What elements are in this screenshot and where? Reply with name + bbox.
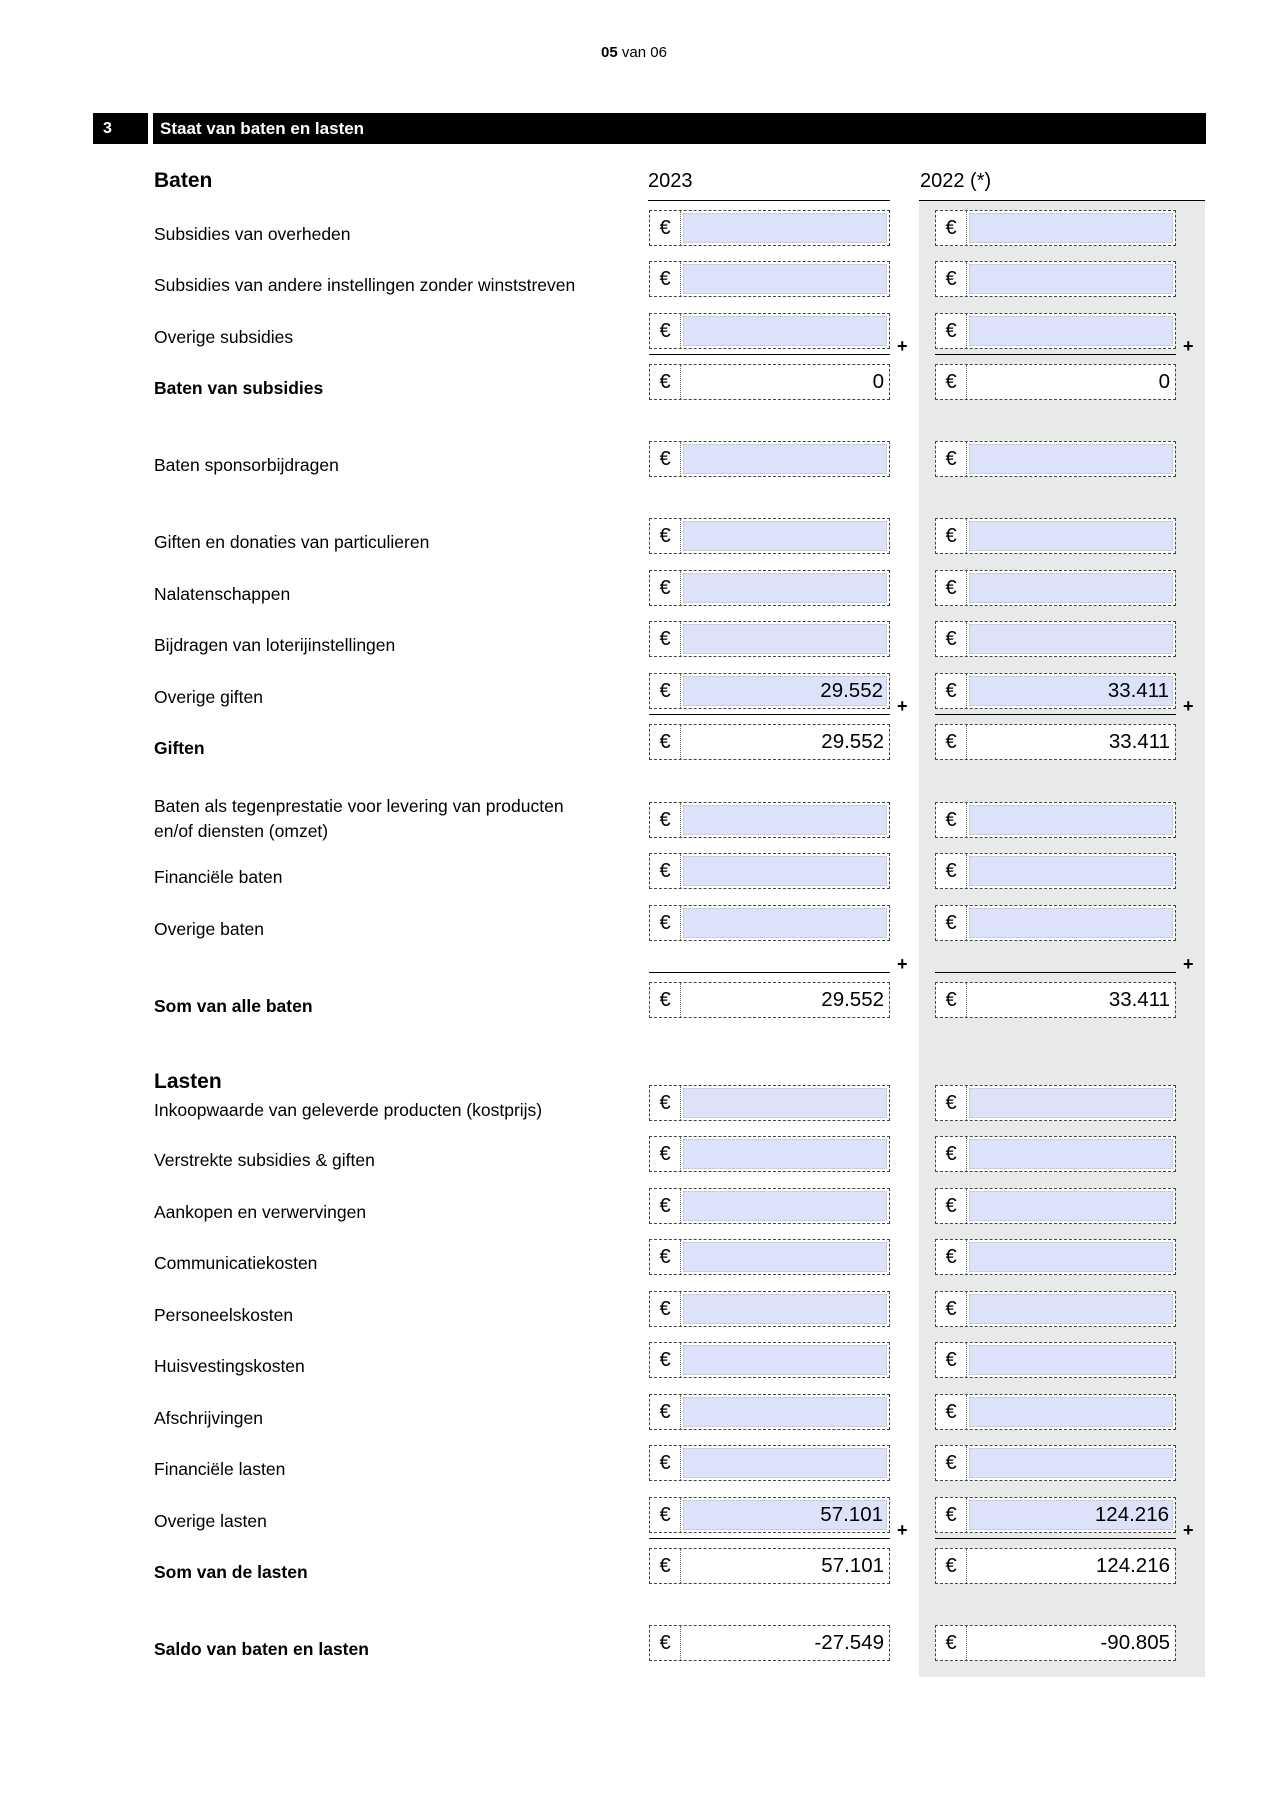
- sum-line-lasten-2022: [935, 1538, 1176, 1539]
- euro-sign: €: [650, 1137, 681, 1171]
- euro-sign: €: [650, 314, 681, 348]
- input-loterij-2023[interactable]: [649, 621, 890, 657]
- euro-sign: €: [936, 571, 967, 605]
- value: 57.101: [683, 1500, 887, 1530]
- value: [969, 1088, 1173, 1118]
- input-huisvesting-2022[interactable]: [935, 1342, 1176, 1378]
- value: [683, 213, 887, 243]
- label-verstrekte: Verstrekte subsidies & giften: [154, 1150, 375, 1170]
- euro-sign: €: [650, 365, 681, 399]
- input-overige-subsidies-2022[interactable]: [935, 313, 1176, 349]
- euro-sign: €: [650, 983, 681, 1017]
- page-total: 06: [650, 44, 667, 61]
- input-subsidies-andere-2022[interactable]: [935, 261, 1176, 297]
- value: [683, 1448, 887, 1478]
- input-inkoopwaarde-2023[interactable]: [649, 1085, 890, 1121]
- label-sponsorbijdragen: Baten sponsorbijdragen: [154, 455, 339, 475]
- euro-sign: €: [650, 1292, 681, 1326]
- euro-sign: €: [650, 442, 681, 476]
- euro-sign: €: [936, 1240, 967, 1274]
- plus-sign: +: [1183, 954, 1194, 974]
- value: [969, 1191, 1173, 1221]
- value: [683, 805, 887, 835]
- total-baten-subsidies-2022: [935, 364, 1176, 400]
- value: 0: [683, 367, 887, 397]
- value: [683, 1191, 887, 1221]
- value: [969, 805, 1173, 835]
- value: [683, 1088, 887, 1118]
- label-financiele-baten: Financiële baten: [154, 867, 283, 887]
- plus-sign: +: [897, 954, 908, 974]
- euro-sign: €: [650, 1343, 681, 1377]
- label-som-lasten: Som van de lasten: [154, 1562, 308, 1582]
- header-underline-2023: [648, 200, 890, 201]
- label-overige-subsidies: Overige subsidies: [154, 327, 294, 347]
- label-inkoopwaarde: Inkoopwaarde van geleverde producten (kostprijs): [154, 1100, 543, 1120]
- input-loterij-2022[interactable]: [935, 621, 1176, 657]
- euro-sign: €: [936, 674, 967, 708]
- input-communicatie-2022[interactable]: [935, 1239, 1176, 1275]
- value: [683, 624, 887, 654]
- label-overige-lasten: Overige lasten: [154, 1511, 267, 1531]
- input-overige-baten-2022[interactable]: [935, 905, 1176, 941]
- euro-sign: €: [650, 1189, 681, 1223]
- value: [969, 1448, 1173, 1478]
- lasten-heading: Lasten: [154, 1070, 222, 1093]
- input-giften-particulieren-2022[interactable]: [935, 518, 1176, 554]
- euro-sign: €: [936, 211, 967, 245]
- sum-line-baten-2022: [935, 972, 1176, 973]
- label-personeel: Personeelskosten: [154, 1305, 294, 1325]
- value: [683, 1139, 887, 1169]
- label-nalatenschappen: Nalatenschappen: [154, 584, 291, 604]
- label-aankopen: Aankopen en verwervingen: [154, 1202, 367, 1222]
- input-subsidies-overheden-2022[interactable]: [935, 210, 1176, 246]
- value: 29.552: [683, 676, 887, 706]
- value: 124.216: [969, 1500, 1173, 1530]
- euro-sign: €: [650, 803, 681, 837]
- label-loterij: Bijdragen van loterijinstellingen: [154, 635, 396, 655]
- value: [969, 213, 1173, 243]
- total-baten-subsidies-2023: [649, 364, 890, 400]
- euro-sign: €: [650, 674, 681, 708]
- euro-sign: €: [650, 906, 681, 940]
- euro-sign: €: [650, 854, 681, 888]
- value: [683, 1345, 887, 1375]
- input-inkoopwaarde-2022[interactable]: [935, 1085, 1176, 1121]
- euro-sign: €: [650, 622, 681, 656]
- euro-sign: €: [936, 854, 967, 888]
- euro-sign: €: [936, 1498, 967, 1532]
- euro-sign: €: [936, 1137, 967, 1171]
- input-aankopen-2022[interactable]: [935, 1188, 1176, 1224]
- column-header-2023: 2023: [648, 170, 693, 192]
- input-communicatie-2023[interactable]: [649, 1239, 890, 1275]
- value: 33.411: [969, 676, 1173, 706]
- input-aankopen-2023[interactable]: [649, 1188, 890, 1224]
- euro-sign: €: [650, 262, 681, 296]
- label-financiele-lasten: Financiële lasten: [154, 1459, 286, 1479]
- euro-sign: €: [936, 262, 967, 296]
- value: -90.805: [969, 1628, 1173, 1658]
- euro-sign: €: [936, 1549, 967, 1583]
- value: [683, 856, 887, 886]
- value: 29.552: [683, 727, 887, 757]
- input-overige-lasten-2023[interactable]: [649, 1497, 890, 1533]
- label-subsidies-overheden: Subsidies van overheden: [154, 224, 351, 244]
- label-afschrijvingen: Afschrijvingen: [154, 1408, 263, 1428]
- value: -27.549: [683, 1628, 887, 1658]
- euro-sign: €: [936, 365, 967, 399]
- value: 33.411: [969, 985, 1173, 1015]
- value: [969, 264, 1173, 294]
- input-subsidies-andere-2023[interactable]: [649, 261, 890, 297]
- input-overige-subsidies-2023[interactable]: [649, 313, 890, 349]
- input-overige-lasten-2022[interactable]: [935, 1497, 1176, 1533]
- input-nalatenschappen-2023[interactable]: [649, 570, 890, 606]
- input-personeel-2023[interactable]: [649, 1291, 890, 1327]
- value: [969, 1139, 1173, 1169]
- euro-sign: €: [936, 622, 967, 656]
- plus-sign: +: [897, 1520, 908, 1540]
- value: [969, 1242, 1173, 1272]
- euro-sign: €: [936, 1626, 967, 1660]
- sum-line-lasten-2023: [649, 1538, 890, 1539]
- value: [683, 573, 887, 603]
- value: [683, 444, 887, 474]
- euro-sign: €: [936, 1343, 967, 1377]
- value: [969, 908, 1173, 938]
- input-personeel-2022[interactable]: [935, 1291, 1176, 1327]
- page-separator: van: [621, 44, 647, 61]
- input-afschrijvingen-2022[interactable]: [935, 1394, 1176, 1430]
- euro-sign: €: [936, 1292, 967, 1326]
- value: 0: [969, 367, 1173, 397]
- baten-heading: Baten: [154, 169, 213, 192]
- value: [969, 1345, 1173, 1375]
- value: [969, 316, 1173, 346]
- total-giften-2022: [935, 724, 1176, 760]
- label-baten-subsidies: Baten van subsidies: [154, 378, 324, 398]
- input-huisvesting-2023[interactable]: [649, 1342, 890, 1378]
- input-omzet-2022[interactable]: [935, 802, 1176, 838]
- input-giften-particulieren-2023[interactable]: [649, 518, 890, 554]
- column-header-2022: 2022 (*): [920, 170, 992, 192]
- sum-line-giften-2022: [935, 714, 1176, 715]
- euro-sign: €: [650, 725, 681, 759]
- input-afschrijvingen-2023[interactable]: [649, 1394, 890, 1430]
- value: [683, 908, 887, 938]
- label-omzet-line2: en/of diensten (omzet): [154, 821, 329, 841]
- value: [683, 316, 887, 346]
- euro-sign: €: [650, 1240, 681, 1274]
- value: [969, 1397, 1173, 1427]
- label-saldo: Saldo van baten en lasten: [154, 1639, 369, 1659]
- input-financiele-baten-2023[interactable]: [649, 853, 890, 889]
- euro-sign: €: [936, 1395, 967, 1429]
- euro-sign: €: [936, 519, 967, 553]
- input-nalatenschappen-2022[interactable]: [935, 570, 1176, 606]
- euro-sign: €: [936, 803, 967, 837]
- label-som-baten: Som van alle baten: [154, 996, 313, 1016]
- euro-sign: €: [650, 1626, 681, 1660]
- value: [969, 1294, 1173, 1324]
- value: [683, 264, 887, 294]
- input-verstrekte-2023[interactable]: [649, 1136, 890, 1172]
- euro-sign: €: [936, 1189, 967, 1223]
- input-overige-giften-2022[interactable]: [935, 673, 1176, 709]
- euro-sign: €: [936, 442, 967, 476]
- euro-sign: €: [650, 519, 681, 553]
- page-number: [0, 44, 1268, 61]
- value: 33.411: [969, 727, 1173, 757]
- euro-sign: €: [650, 211, 681, 245]
- input-financiele-lasten-2022[interactable]: [935, 1445, 1176, 1481]
- euro-sign: €: [936, 906, 967, 940]
- label-omzet-line1: Baten als tegenprestatie voor levering van producten: [154, 796, 564, 816]
- label-subsidies-andere: Subsidies van andere instellingen zonder winststreven: [154, 275, 576, 295]
- euro-sign: €: [936, 725, 967, 759]
- euro-sign: €: [650, 571, 681, 605]
- value: [683, 1397, 887, 1427]
- euro-sign: €: [650, 1446, 681, 1480]
- euro-sign: €: [936, 314, 967, 348]
- page-current: 05: [601, 44, 618, 61]
- section-number: 3: [93, 113, 148, 144]
- value: 57.101: [683, 1551, 887, 1581]
- sum-line-giften-2023: [649, 714, 890, 715]
- value: [969, 444, 1173, 474]
- label-giften-particulieren: Giften en donaties van particulieren: [154, 532, 430, 552]
- label-overige-giften: Overige giften: [154, 687, 263, 707]
- value: 124.216: [969, 1551, 1173, 1581]
- input-overige-baten-2023[interactable]: [649, 905, 890, 941]
- sum-line-subsidies-2023: [649, 354, 890, 355]
- plus-sign: +: [1183, 696, 1194, 716]
- input-overige-giften-2023[interactable]: [649, 673, 890, 709]
- total-saldo-2023: [649, 1625, 890, 1661]
- label-giften: Giften: [154, 738, 205, 758]
- total-giften-2023: [649, 724, 890, 760]
- euro-sign: €: [936, 1446, 967, 1480]
- input-sponsorbijdragen-2023[interactable]: [649, 441, 890, 477]
- euro-sign: €: [936, 1086, 967, 1120]
- value: [683, 1294, 887, 1324]
- sum-line-baten-2023: [649, 972, 890, 973]
- plus-sign: +: [897, 696, 908, 716]
- value: [969, 573, 1173, 603]
- total-som-baten-2022: [935, 982, 1176, 1018]
- section-title: Staat van baten en lasten: [153, 113, 1206, 144]
- sum-line-subsidies-2022: [935, 354, 1176, 355]
- plus-sign: +: [897, 336, 908, 356]
- total-som-lasten-2023: [649, 1548, 890, 1584]
- total-som-baten-2023: [649, 982, 890, 1018]
- total-saldo-2022: [935, 1625, 1176, 1661]
- euro-sign: €: [650, 1498, 681, 1532]
- plus-sign: +: [1183, 1520, 1194, 1540]
- value: 29.552: [683, 985, 887, 1015]
- input-subsidies-overheden-2023[interactable]: [649, 210, 890, 246]
- label-communicatie: Communicatiekosten: [154, 1253, 318, 1273]
- input-omzet-2023[interactable]: [649, 802, 890, 838]
- label-overige-baten: Overige baten: [154, 919, 264, 939]
- value: [969, 856, 1173, 886]
- plus-sign: +: [1183, 336, 1194, 356]
- label-huisvesting: Huisvestingskosten: [154, 1356, 305, 1376]
- value: [969, 624, 1173, 654]
- euro-sign: €: [650, 1549, 681, 1583]
- euro-sign: €: [936, 983, 967, 1017]
- euro-sign: €: [650, 1086, 681, 1120]
- value: [969, 521, 1173, 551]
- input-verstrekte-2022[interactable]: [935, 1136, 1176, 1172]
- value: [683, 521, 887, 551]
- input-sponsorbijdragen-2022[interactable]: [935, 441, 1176, 477]
- input-financiele-lasten-2023[interactable]: [649, 1445, 890, 1481]
- total-som-lasten-2022: [935, 1548, 1176, 1584]
- input-financiele-baten-2022[interactable]: [935, 853, 1176, 889]
- header-underline-2022: [919, 200, 1205, 201]
- value: [683, 1242, 887, 1272]
- euro-sign: €: [650, 1395, 681, 1429]
